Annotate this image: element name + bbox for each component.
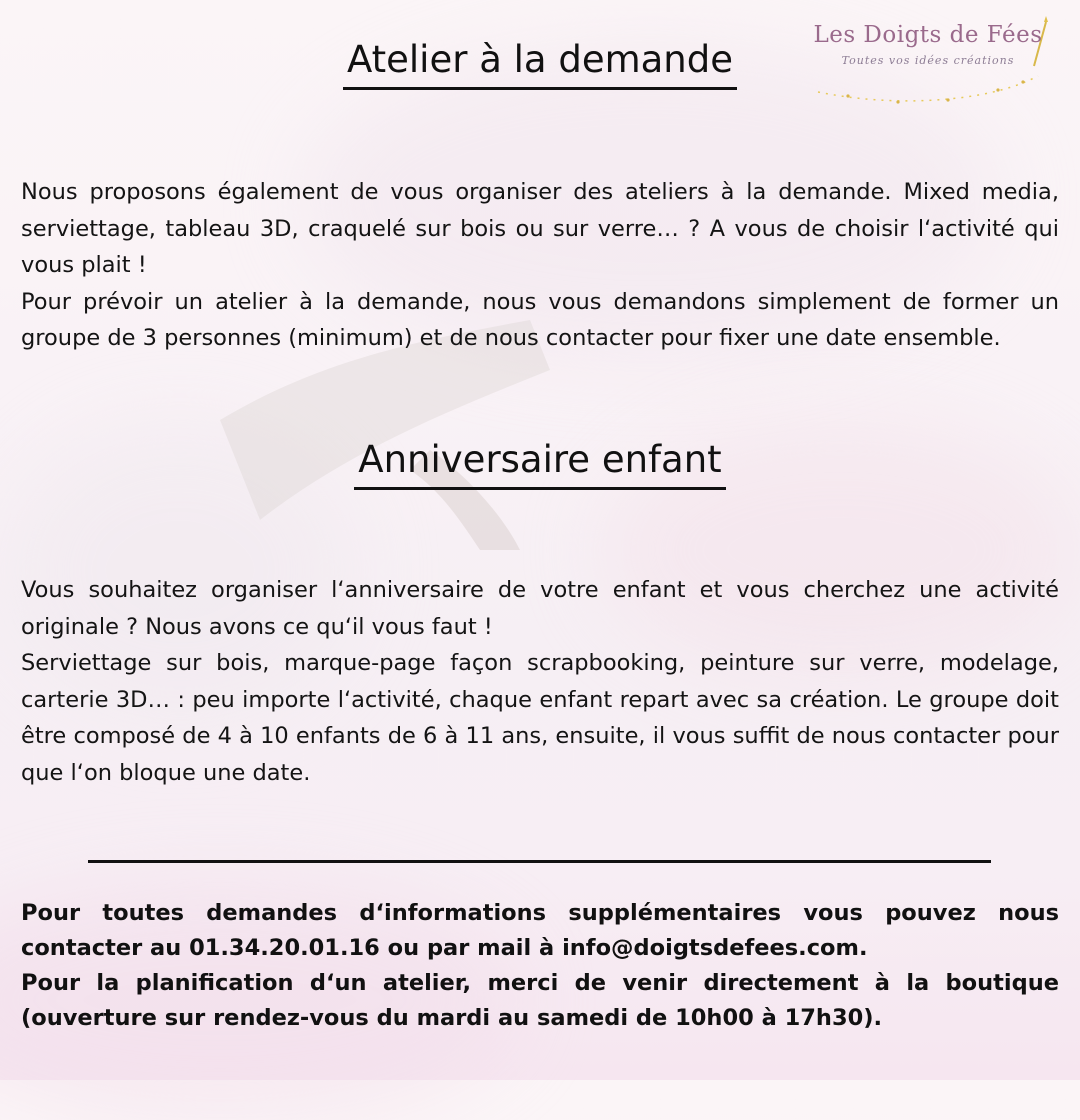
logo-title: Les Doigts de Fées xyxy=(813,22,1043,48)
paragraph: Nous proposons également de vous organiser des ateliers à la demande. Mixed media, serviettage, tableau 3D, craquelé sur bois ou sur verre… ? A vous de choisir l‘activité qui vous plait ! xyxy=(21,179,1059,278)
paragraph: Serviettage sur bois, marque-page façon scrapbooking, peinture sur verre, modelage, carterie 3D… : peu importe l‘activité, chaque enfant repart avec sa création. Le groupe doit être composé de 4 à 10 enfants de 6 à 11 ans, ensuite, il vous suffit de nous contacter pour que l‘on bloque une date. xyxy=(21,650,1059,786)
contact-paragraph: Pour la planification d‘un atelier, merci de venir directement à la boutique (ouverture sur rendez-vous du mardi au samedi de 10h00 à 17h30). xyxy=(21,970,1059,1031)
paragraph: Vous souhaitez organiser l‘anniversaire de votre enfant et vous cherchez une activité originale ? Nous avons ce qu‘il vous faut ! xyxy=(21,577,1059,640)
heading-text: Atelier à la demande xyxy=(343,38,737,90)
paragraph: Pour prévoir un atelier à la demande, nous vous demandons simplement de former un groupe de 3 personnes (minimum) et de nous contacter pour fixer une date ensemble. xyxy=(21,288,1059,351)
section-heading-atelier xyxy=(0,38,1080,81)
anniversaire-description xyxy=(21,572,1059,791)
heading-text: Anniversaire enfant xyxy=(354,438,725,490)
section-heading-anniversaire xyxy=(0,438,1080,481)
atelier-description xyxy=(21,174,1059,357)
contact-info xyxy=(21,896,1059,1036)
horizontal-divider xyxy=(88,860,991,863)
logo-tagline: Toutes vos idées créations xyxy=(841,54,1015,67)
contact-paragraph: Pour toutes demandes d‘informations supplémentaires vous pouvez nous contacter au 01.34.20.01.16 ou par mail à info@doigtsdefees.com. xyxy=(21,900,1059,961)
